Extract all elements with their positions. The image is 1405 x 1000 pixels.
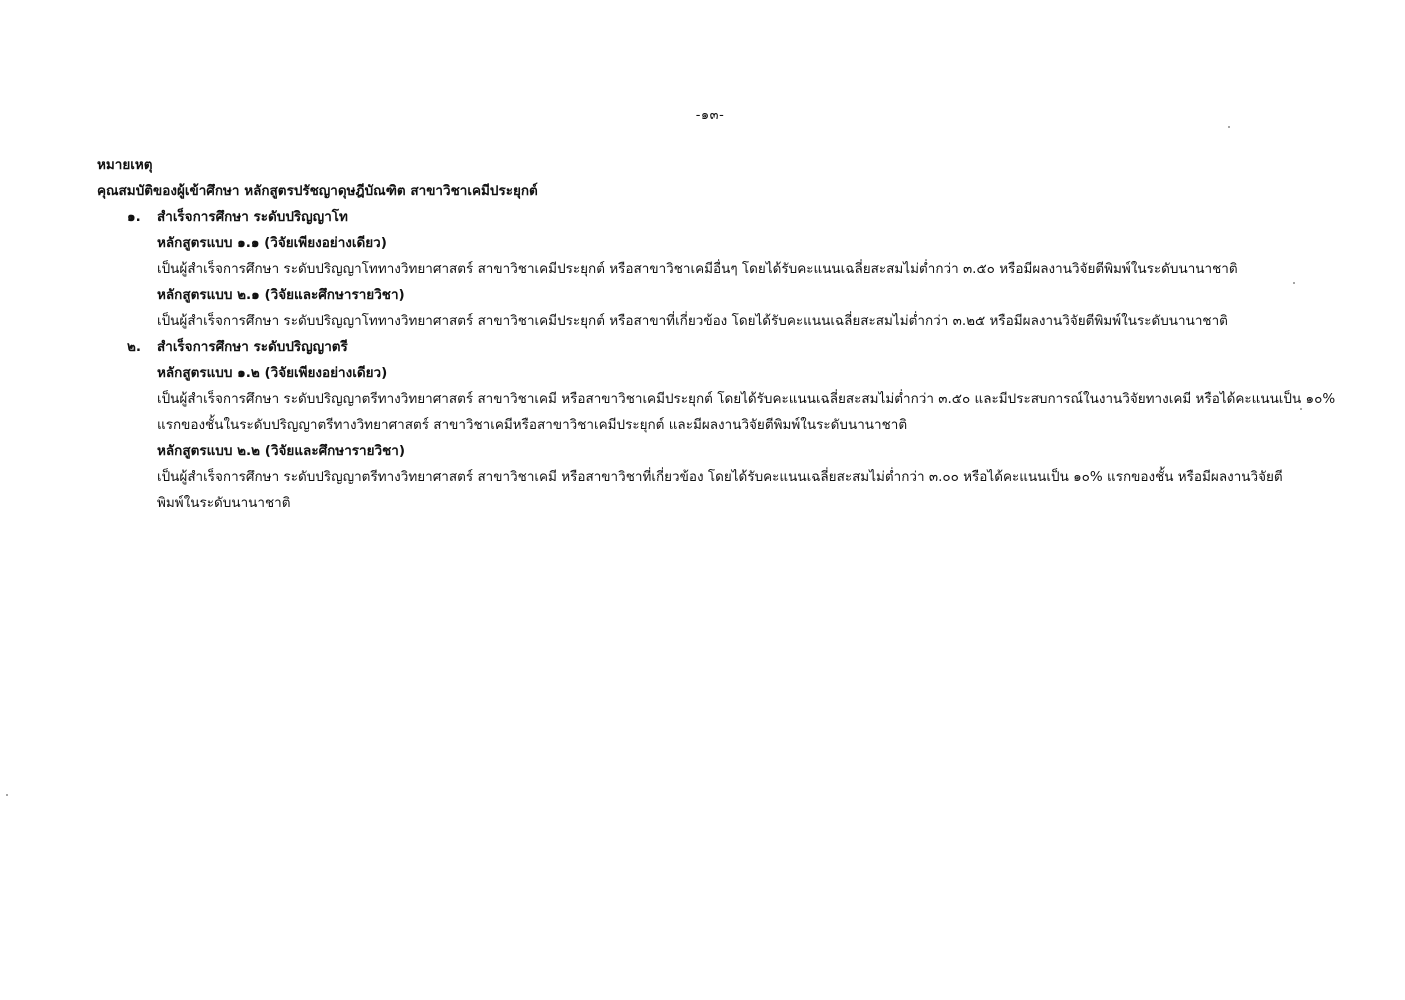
section-number: ๒. xyxy=(127,339,142,355)
section-title: สำเร็จการศึกษา ระดับปริญญาตรี xyxy=(157,339,348,355)
scan-speck xyxy=(1228,126,1230,128)
plan-text: เป็นผู้สำเร็จการศึกษา ระดับปริญญาตรีทางวิทยาศาสตร์ สาขาวิชาเคมี หรือสาขาวิชาเคมีประยุกต์ โดยได้รับคะแนนเฉลี่ยสะสมไม่ต่ำกว่า ๓.๕๐ และมีประสบการณ์ในงานวิจัยทางเคมี หรือได้คะแนนเป็น ๑๐% แรกของชั้นในระดับปริญญาตรีทางวิทยาศาสตร์ สาขาวิชาเคมีหรือสาขาวิชาเคมีประยุกต์ และมีผลงานวิจัยตีพิมพ์ในระดับนานาชาติ xyxy=(157,391,1336,433)
section-masters xyxy=(97,204,1327,230)
document-body xyxy=(97,152,1336,516)
plan-title: หลักสูตรแบบ ๑.๒ (วิจัยเพียงอย่างเดียว) xyxy=(157,365,388,381)
plan-text: เป็นผู้สำเร็จการศึกษา ระดับปริญญาโททางวิทยาศาสตร์ สาขาวิชาเคมีประยุกต์ หรือสาขาวิชาเคมีอื่นๆ โดยได้รับคะแนนเฉลี่ยสะสมไม่ต่ำกว่า ๓.๕๐ หรือมีผลงานวิจัยตีพิมพ์ในระดับนานาชาติ xyxy=(157,261,1238,277)
plan-title: หลักสูตรแบบ ๒.๑ (วิจัยและศึกษารายวิชา) xyxy=(157,287,405,303)
note-heading: หมายเหตุ xyxy=(97,157,153,173)
section-title: สำเร็จการศึกษา ระดับปริญญาโท xyxy=(157,209,348,225)
plan-text: เป็นผู้สำเร็จการศึกษา ระดับปริญญาโททางวิทยาศาสตร์ สาขาวิชาเคมีประยุกต์ หรือสาขาที่เกี่ยวข้อง โดยได้รับคะแนนเฉลี่ยสะสมไม่ต่ำกว่า ๓.๒๕ หรือมีผลงานวิจัยตีพิมพ์ในระดับนานาชาติ xyxy=(157,313,1228,329)
section-number: ๑. xyxy=(127,209,141,225)
qualification-heading: คุณสมบัติของผู้เข้าศึกษา หลักสูตรปรัชญาดุษฎีบัณฑิต สาขาวิชาเคมีประยุกต์ xyxy=(97,183,538,199)
plan-title: หลักสูตรแบบ ๒.๒ (วิจัยและศึกษารายวิชา) xyxy=(157,443,406,459)
scan-speck xyxy=(6,794,8,796)
page-number: -๑๓- xyxy=(695,108,725,123)
scan-speck xyxy=(1300,408,1302,410)
plan-2-2 xyxy=(97,438,1327,516)
plan-text: เป็นผู้สำเร็จการศึกษา ระดับปริญญาตรีทางวิทยาศาสตร์ สาขาวิชาเคมี หรือสาขาวิชาที่เกี่ยวข้อง โดยได้รับคะแนนเฉลี่ยสะสมไม่ต่ำกว่า ๓.๐๐ หรือได้คะแนนเป็น ๑๐% แรกของชั้น หรือมีผลงานวิจัยตีพิมพ์ในระดับนานาชาติ xyxy=(157,469,1283,511)
plan-1-2 xyxy=(97,360,1336,438)
section-bachelors xyxy=(97,334,1327,360)
plan-1-1 xyxy=(97,230,1327,282)
plan-2-1 xyxy=(97,282,1327,334)
scan-speck xyxy=(1293,282,1295,284)
plan-title: หลักสูตรแบบ ๑.๑ (วิจัยเพียงอย่างเดียว) xyxy=(157,235,387,251)
